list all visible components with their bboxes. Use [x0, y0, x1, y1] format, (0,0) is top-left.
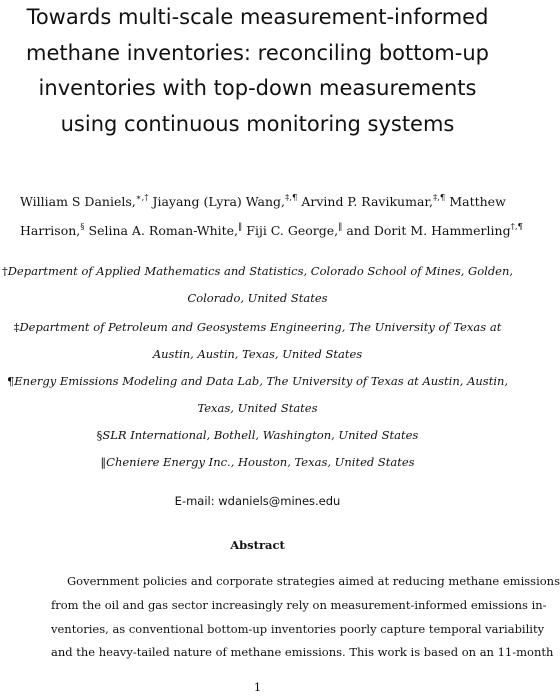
author-name: Jiayang (Lyra) Wang, [148, 194, 285, 209]
author-marks: ‖ [338, 222, 343, 232]
abstract-heading: Abstract [230, 538, 285, 552]
author-marks: ‖ [238, 222, 243, 232]
author-line [20, 216, 523, 245]
affiliation-line [0, 455, 515, 469]
affiliation-text: Texas, United States [197, 401, 318, 415]
abstract-line: from the oil and gas sector increasingly rely on measurement-informed emissions in- [51, 597, 547, 612]
affiliation-line [0, 291, 515, 305]
affiliation-mark: † [1, 264, 8, 278]
affiliation-mark: § [96, 428, 103, 442]
author-line [20, 187, 506, 216]
page-number: 1 [253, 680, 262, 694]
affiliation-line [0, 264, 515, 278]
abstract-line: and the heavy-tailed nature of methane emissions. This work is based on an 11-month [51, 645, 554, 660]
affiliation-line [0, 374, 515, 388]
affiliation-text: Department of Petroleum and Geosystems Engineering, The University of Texas at [19, 320, 502, 334]
contact-email[interactable]: E-mail: wdaniels@mines.edu [174, 494, 341, 508]
affiliation-mark: ‡ [13, 320, 20, 334]
affiliation-text: Cheniere Energy Inc., Houston, Texas, United States [106, 455, 415, 469]
author-marks: ∗,† [135, 193, 149, 203]
author-marks: †,¶ [510, 222, 523, 232]
abstract-line: Government policies and corporate strategies aimed at reducing methane emissions [67, 574, 560, 588]
author-name: Matthew [445, 194, 506, 209]
affiliation-mark: ¶ [6, 374, 15, 388]
author-marks: ‡,¶ [285, 193, 298, 203]
paper-title [0, 0, 515, 142]
author-marks: § [80, 222, 85, 232]
affiliation-text: Department of Applied Mathematics and Statistics, Colorado School of Mines, Golden, [7, 264, 514, 278]
author-name: Fiji C. George, [242, 223, 339, 238]
title-line: inventories with top-down measurements [38, 76, 477, 100]
title-line: methane inventories: reconciling bottom-up [26, 40, 489, 65]
title-line: using continuous monitoring systems [60, 111, 455, 136]
author-name: William S Daniels, [20, 194, 136, 209]
author-name: Selina A. Roman-White, [84, 223, 239, 238]
author-name: Harrison, [20, 223, 81, 238]
abstract-body [51, 570, 560, 665]
affiliation-text: SLR International, Bothell, Washington, United States [102, 428, 419, 442]
affiliation-text: Colorado, United States [187, 291, 328, 305]
author-name: Arvind P. Ravikumar, [297, 194, 433, 209]
abstract-line: ventories, as conventional bottom-up inventories poorly capture temporal variability [51, 621, 545, 636]
author-marks: ‡,¶ [432, 193, 446, 203]
author-list [20, 187, 523, 245]
affiliation-line [0, 347, 515, 361]
title-line: Towards multi-scale measurement-informed [26, 5, 489, 29]
affiliation-text: Austin, Austin, Texas, United States [152, 347, 363, 361]
affiliation-line [0, 428, 515, 442]
affiliation-text: Energy Emissions Modeling and Data Lab, The University of Texas at Austin, Austin, [14, 374, 509, 388]
affiliation-mark: ‖ [100, 455, 107, 469]
affiliation-line [0, 320, 515, 334]
author-name: and Dorit M. Hammerling [342, 223, 511, 238]
affiliation-line [0, 401, 515, 415]
